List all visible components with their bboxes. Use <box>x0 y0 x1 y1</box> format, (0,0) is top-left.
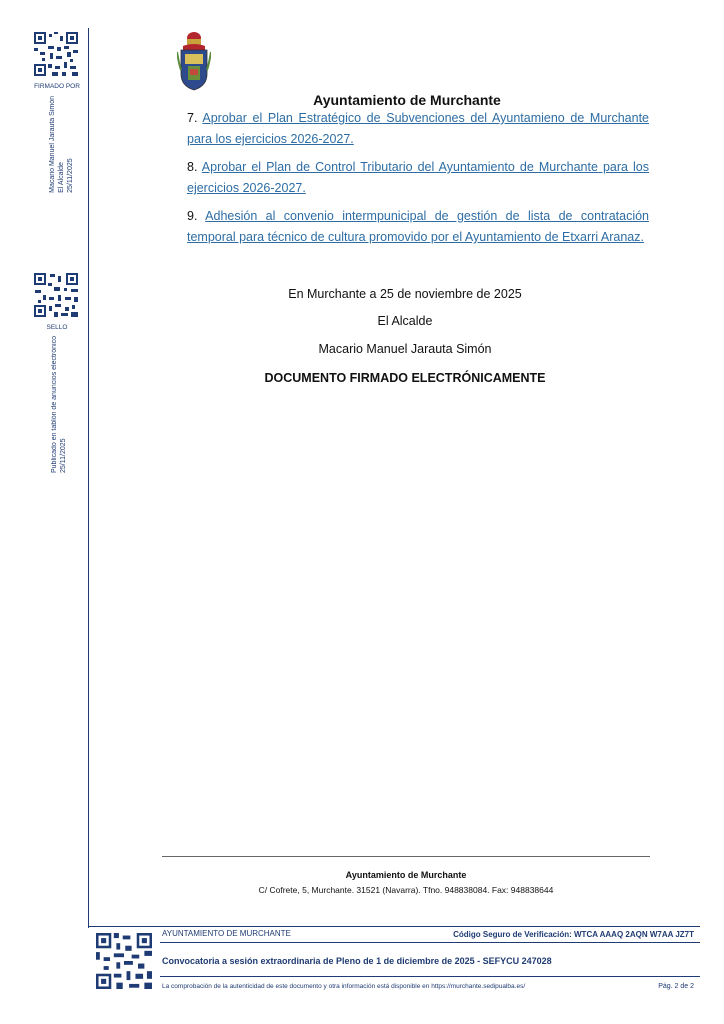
verification-note: La comprobación de la autenticidad de este documento y otra información está disponible en https://murchante.sedipualba.es/ <box>162 983 526 990</box>
list-item <box>187 157 649 199</box>
page-number: Pág. 2 de 2 <box>658 983 694 990</box>
closing-role: El Alcalde <box>377 314 433 328</box>
item-number: 8. <box>187 160 198 174</box>
qr-code-signature <box>34 32 78 76</box>
signed-note: DOCUMENTO FIRMADO ELECTRÓNICAMENTE <box>264 371 546 385</box>
footer-divider <box>162 856 650 857</box>
sello-block <box>50 336 68 473</box>
sello-date: 25/11/2025 <box>60 438 67 473</box>
sello-label: SELLO <box>46 324 68 331</box>
item-link[interactable]: Aprobar el Plan de Control Tributario del Ayuntamiento de Murchante para los ejercicios 2026-2027. <box>187 160 649 195</box>
sello-text: Publicado en tablón de anuncios electrónico <box>51 336 58 473</box>
signer-block <box>48 96 75 193</box>
qr-code-verification <box>96 933 152 989</box>
item-link[interactable]: Adhesión al convenio intermpunicipal de gestión de lista de contratación temporal para técnico de cultura promovido por el Ayuntamiento de Etxarri Aranaz. <box>187 209 649 244</box>
verification-subject: Convocatoria a sesión extraordinaria de Pleno de 1 de diciembre de 2025 - SEFYCU 247028 <box>162 956 552 966</box>
firmado-label: FIRMADO POR <box>34 83 80 90</box>
closing-name: Macario Manuel Jarauta Simón <box>318 342 492 356</box>
verification-inner-border <box>160 942 700 943</box>
verification-org: AYUNTAMIENTO DE MURCHANTE <box>162 929 291 938</box>
list-item <box>187 108 649 150</box>
item-number: 7. <box>187 111 198 125</box>
verification-top-border <box>88 926 700 927</box>
coat-of-arms-logo <box>177 30 211 92</box>
list-item <box>187 206 649 248</box>
sidebar-divider <box>88 28 89 928</box>
verification-csv: Código Seguro de Verificación: WTCA AAAQ 2AQN W7AA JZ7T <box>453 930 694 939</box>
footer-address: C/ Cofrete, 5, Murchante. 31521 (Navarra). Tfno. 948838084. Fax: 948838644 <box>258 885 554 895</box>
item-link[interactable]: Aprobar el Plan Estratégico de Subvenciones del Ayuntamieno de Murchante para los ejercicios 2026-2027. <box>187 111 649 146</box>
verification-inner-border-2 <box>160 976 700 977</box>
signer-date: 25/11/2025 <box>67 158 74 193</box>
closing-place-date: En Murchante a 25 de noviembre de 2025 <box>288 287 522 301</box>
item-number: 9. <box>187 209 198 223</box>
signer-role: El Alcalde <box>58 162 65 193</box>
qr-code-seal <box>34 273 78 317</box>
page-title: Ayuntamiento de Murchante <box>313 92 501 108</box>
footer-org: Ayuntamiento de Murchante <box>345 870 467 880</box>
signer-name: Macario Manuel Jarauta Simón <box>49 96 56 193</box>
